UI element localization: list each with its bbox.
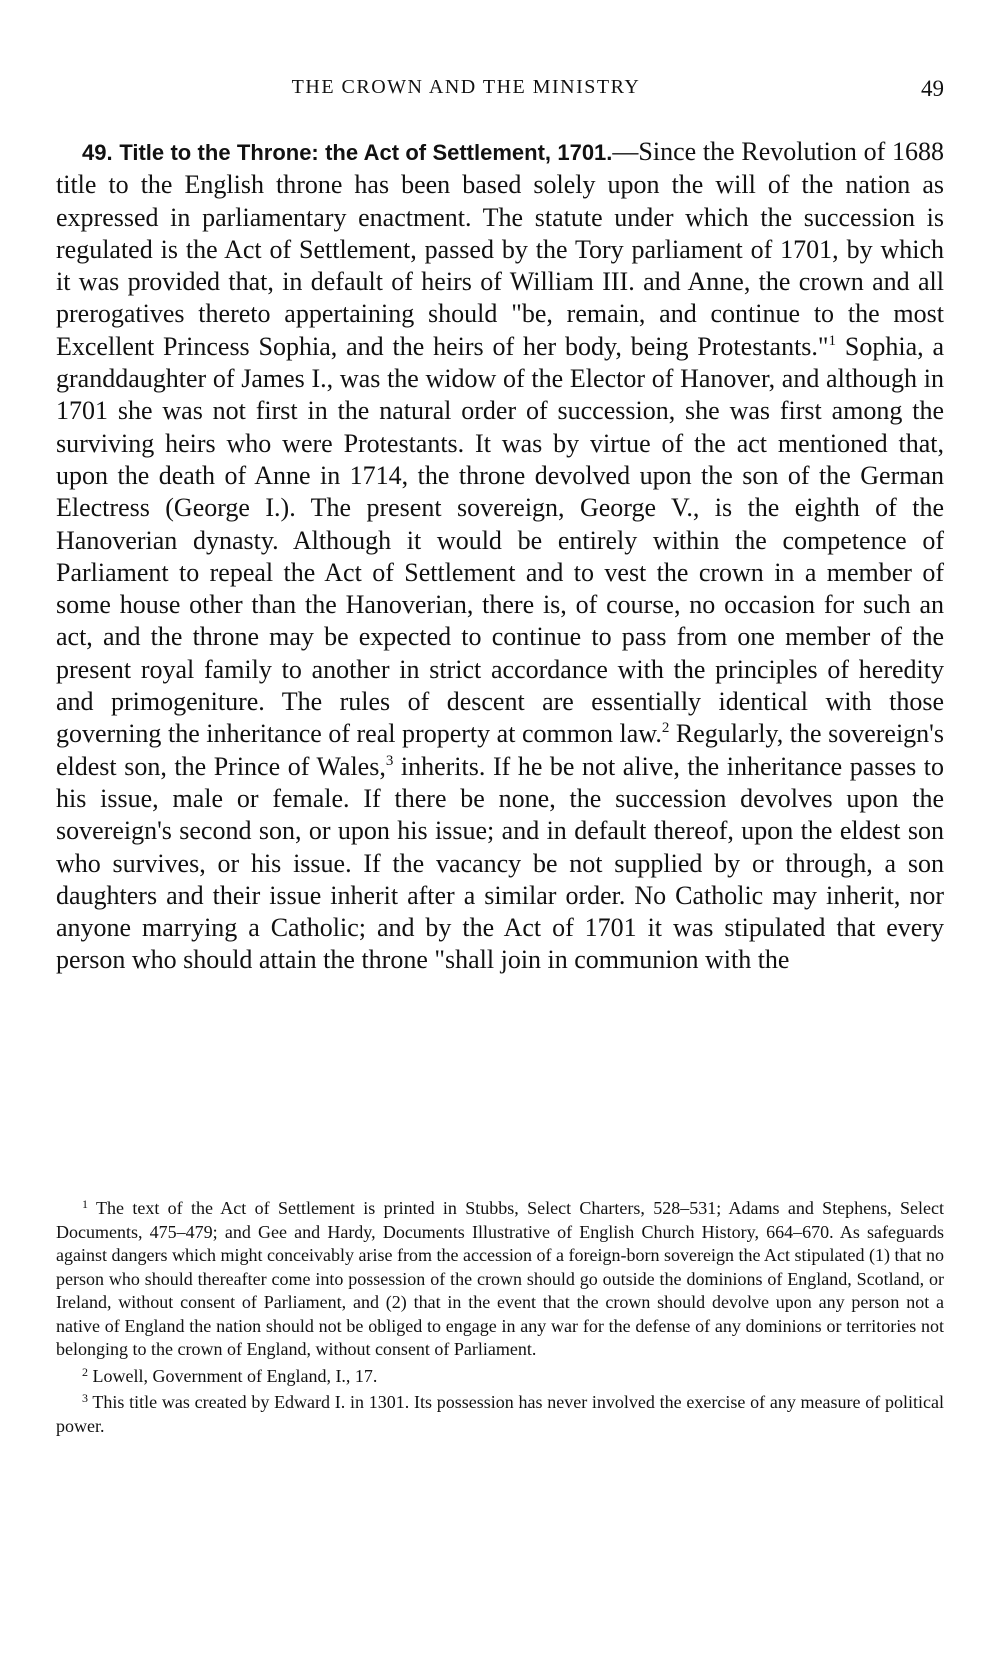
section-number: 49. — [82, 140, 113, 165]
footnote-text: This title was created by Edward I. in 1301. Its possession has never involved the exercise of any measure of political power. — [56, 1392, 944, 1436]
footnote-3 — [56, 1391, 944, 1438]
paragraph-text-part-4: inherits. If he be not alive, the inheritance passes to his issue, male or female. If there be none, the succession devolves upon the sovereign's second son, or upon his issue; and in default thereof, upon the eldest son who survives, or his issue. If the vacancy be not supplied by or through, a son daughters and their issue inherit after a similar order. No Catholic may inherit, nor anyone marrying a Catholic; and by the Act of 1701 it was stipulated that every person who should attain the throne "shall join in communion with the — [56, 751, 944, 975]
running-title: THE CROWN AND THE MINISTRY — [291, 76, 641, 98]
footnote-text: The text of the Act of Settlement is printed in Stubbs, Select Charters, 528–531; Adams and Stephens, Select Documents, 475–479; and Gee and Hardy, Documents Illustrative of English Church History, 664–670. As safeguards against dangers which might conceivably arise from the accession of a foreign-born sovereign the Act stipulated (1) that no person who should thereafter come into possession of the crown should go outside the dominions of England, Scotland, or Ireland, without consent of Parliament, and (2) that in the event that the crown should devolve upon any person not a native of England the nation should not be obliged to engage in any war for the defense of any dominions or territories not belonging to the crown of England, without consent of Parliament. — [56, 1198, 944, 1359]
footnote-mark: 2 — [82, 1364, 88, 1379]
footnote-ref-1: 1 — [828, 332, 837, 349]
footnote-text: Lowell, Government of England, I., 17. — [92, 1365, 378, 1386]
running-head — [56, 76, 944, 106]
footnote-mark: 3 — [82, 1391, 88, 1405]
page-number: 49 — [921, 76, 944, 101]
footnote-ref-3: 3 — [385, 752, 394, 769]
section-paragraph — [56, 136, 944, 977]
paragraph-text-part-2: Sophia, a granddaughter of James I., was the widow of the Elector of Hanover, and although in 1701 she was not first in the natural order of succession, she was first among the surviving heirs who were Protestants. It was by virtue of the act mentioned that, upon the death of Anne in 1714, the throne devolved upon the son of the German Electress (George I.). The present sovereign, George V., is the eighth of the Hanoverian dynasty. Although it would be entirely within the competence of Parliament to repeal the Act of Settlement and to vest the crown in a member of some house other than the Hanoverian, there is, of course, no occasion for such an act, and the throne may be expected to continue to pass from one member of the present royal family to another in strict accordance with the principles of heredity and primogeniture. The rules of descent are essentially identical with those governing the inheritance of real property at common law. — [56, 331, 944, 749]
paragraph-text-part-1: —Since the Revolution of 1688 title to the English throne has been based solely upon the will of the nation as expressed in parliamentary enactment. The statute under which the succession is regulated is the Act of Settlement, passed by the Tory parliament of 1701, by which it was provided that, in default of heirs of William III. and Anne, the crown and all prerogatives thereto appertaining should "be, remain, and continue to the most Excellent Princess Sophia, and the heirs of her body, being Protestants." — [56, 137, 944, 361]
paragraph-text-part-3: Regularly, the sovereign's eldest son, the Prince of Wales, — [56, 719, 944, 781]
section-title: Title to the Throne: the Act of Settlement, 1701. — [119, 140, 613, 165]
book-page — [56, 0, 944, 1661]
footnote-2 — [56, 1365, 944, 1389]
footnote-mark: 1 — [82, 1197, 88, 1211]
footnote-1 — [56, 1197, 944, 1362]
footnotes — [56, 1197, 944, 1441]
footnote-ref-2: 2 — [661, 720, 670, 737]
